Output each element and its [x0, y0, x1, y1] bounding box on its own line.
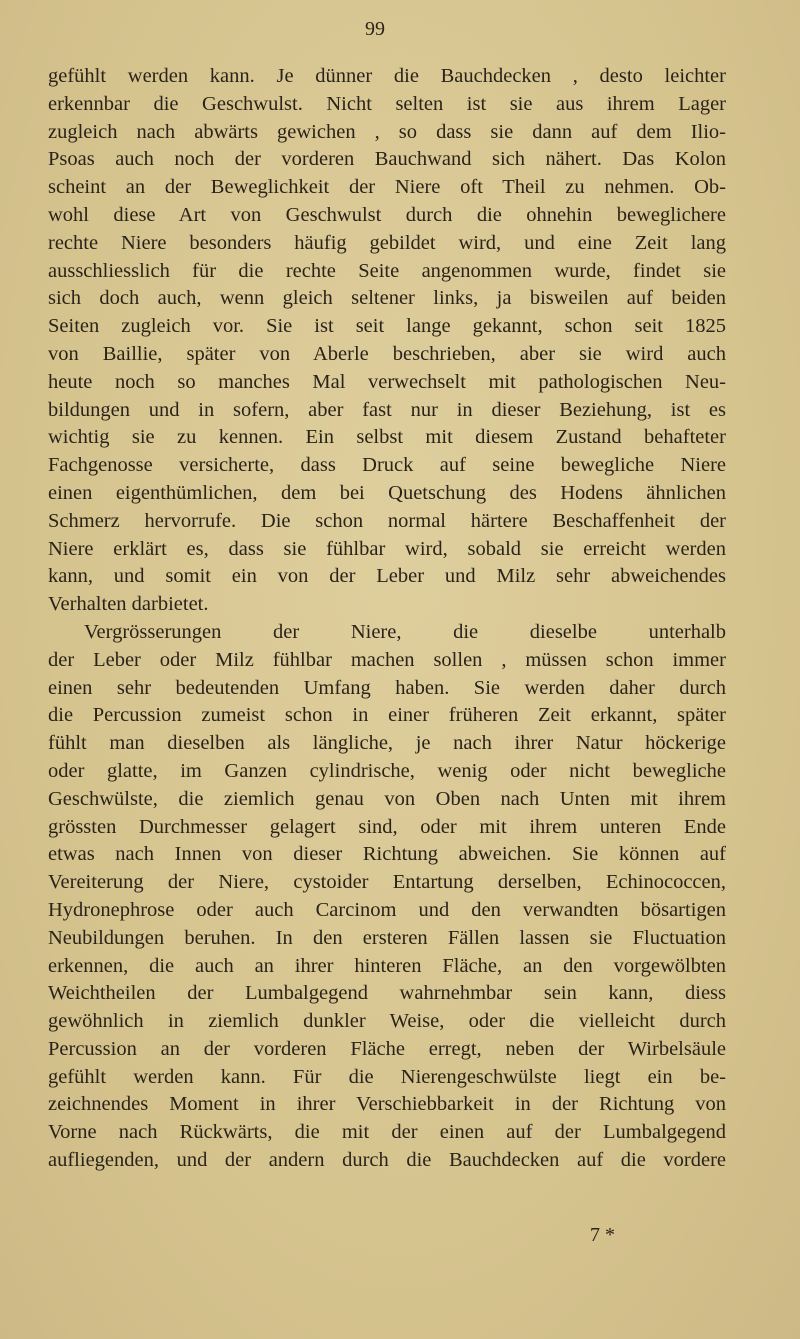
text-line: gewöhnlich in ziemlich dunkler Weise, oder die vielleicht durch [48, 1010, 726, 1033]
text-line: erkennen, die auch an ihrer hinteren Fläche, an den vorgewölbten [48, 954, 726, 977]
text-line: sich doch auch, wenn gleich seltener links, ja bisweilen auf beiden [48, 287, 726, 310]
text-line: bildungen und in sofern, aber fast nur in dieser Beziehung, ist es [48, 398, 726, 421]
text-line: Fachgenosse versicherte, dass Druck auf seine bewegliche Niere [48, 454, 726, 477]
text-line: oder glatte, im Ganzen cylindrische, wenig oder nicht bewegliche [48, 759, 726, 782]
text-line: gefühlt werden kann. Je dünner die Bauchdecken , desto leichter [48, 65, 726, 87]
text-line: Psoas auch noch der vorderen Bauchwand sich nähert. Das Kolon [48, 148, 726, 171]
text-line: Hydronephrose oder auch Carcinom und den verwandten bösartigen [48, 898, 726, 921]
text-line: aufliegenden, und der andern durch die Bauchdecken auf die vordere [48, 1149, 726, 1172]
text-line: Schmerz hervorrufe. Die schon normal härtere Beschaffenheit der [48, 509, 726, 532]
text-line: wohl diese Art von Geschwulst durch die ohnehin beweglichere [48, 203, 726, 226]
text-line: erkennbar die Geschwulst. Nicht selten ist sie aus ihrem Lager [48, 92, 726, 115]
text-line: gefühlt werden kann. Für die Nierengeschwülste liegt ein be- [48, 1065, 726, 1088]
text-line: zeichnendes Moment in ihrer Verschiebbarkeit in der Richtung von [48, 1093, 726, 1116]
text-line: der Leber oder Milz fühlbar machen sollen , müssen schon immer [48, 648, 726, 671]
text-line: einen eigenthümlichen, dem bei Quetschung des Hodens ähnlichen [48, 481, 726, 504]
text-line: etwas nach Innen von dieser Richtung abweichen. Sie können auf [48, 843, 726, 866]
text-line: Vereiterung der Niere, cystoider Entartung derselben, Echinococcen, [48, 871, 726, 894]
text-line: die Percussion zumeist schon in einer früheren Zeit erkannt, später [48, 704, 726, 727]
text-line: Verhalten darbietet. [48, 593, 209, 616]
text-line: von Baillie, später von Aberle beschrieben, aber sie wird auch [48, 342, 726, 365]
text-line: fühlt man dieselben als längliche, je nach ihrer Natur höckerige [48, 732, 726, 755]
text-line: Seiten zugleich vor. Sie ist seit lange gekannt, schon seit 1825 [48, 315, 726, 338]
text-line: Weichtheilen der Lumbalgegend wahrnehmbar sein kann, diess [48, 982, 726, 1005]
text-line: grössten Durchmesser gelagert sind, oder mit ihrem unteren Ende [48, 815, 726, 838]
text-line: heute noch so manches Mal verwechselt mit pathologischen Neu- [48, 370, 726, 393]
text-line: rechte Niere besonders häufig gebildet wird, und eine Zeit lang [48, 231, 726, 254]
text-line: Geschwülste, die ziemlich genau von Oben nach Unten mit ihrem [48, 787, 726, 810]
text-line: Niere erklärt es, dass sie fühlbar wird, sobald sie erreicht werden [48, 537, 726, 560]
text-line: kann, und somit ein von der Leber und Milz sehr abweichendes [48, 565, 726, 588]
text-line: Percussion an der vorderen Fläche erregt, neben der Wirbelsäule [48, 1037, 726, 1060]
page-number: 99 [365, 18, 385, 40]
signature-mark: 7 * [590, 1224, 615, 1246]
text-line: Vergrösserungen der Niere, die dieselbe unterhalb [84, 620, 726, 643]
text-line: Vorne nach Rückwärts, die mit der einen auf der Lumbalgegend [48, 1121, 726, 1144]
body-text [48, 63, 726, 1175]
text-line: Neubildungen beruhen. In den ersteren Fällen lassen sie Fluctuation [48, 926, 726, 949]
text-line: zugleich nach abwärts gewichen , so dass sie dann auf dem Ilio- [48, 120, 726, 143]
text-line: einen sehr bedeutenden Umfang haben. Sie werden daher durch [48, 676, 726, 699]
text-line: wichtig sie zu kennen. Ein selbst mit diesem Zustand behafteter [48, 426, 726, 449]
text-line: ausschliesslich für die rechte Seite angenommen wurde, findet sie [48, 259, 726, 282]
text-line: scheint an der Beweglichkeit der Niere oft Theil zu nehmen. Ob- [48, 176, 726, 199]
